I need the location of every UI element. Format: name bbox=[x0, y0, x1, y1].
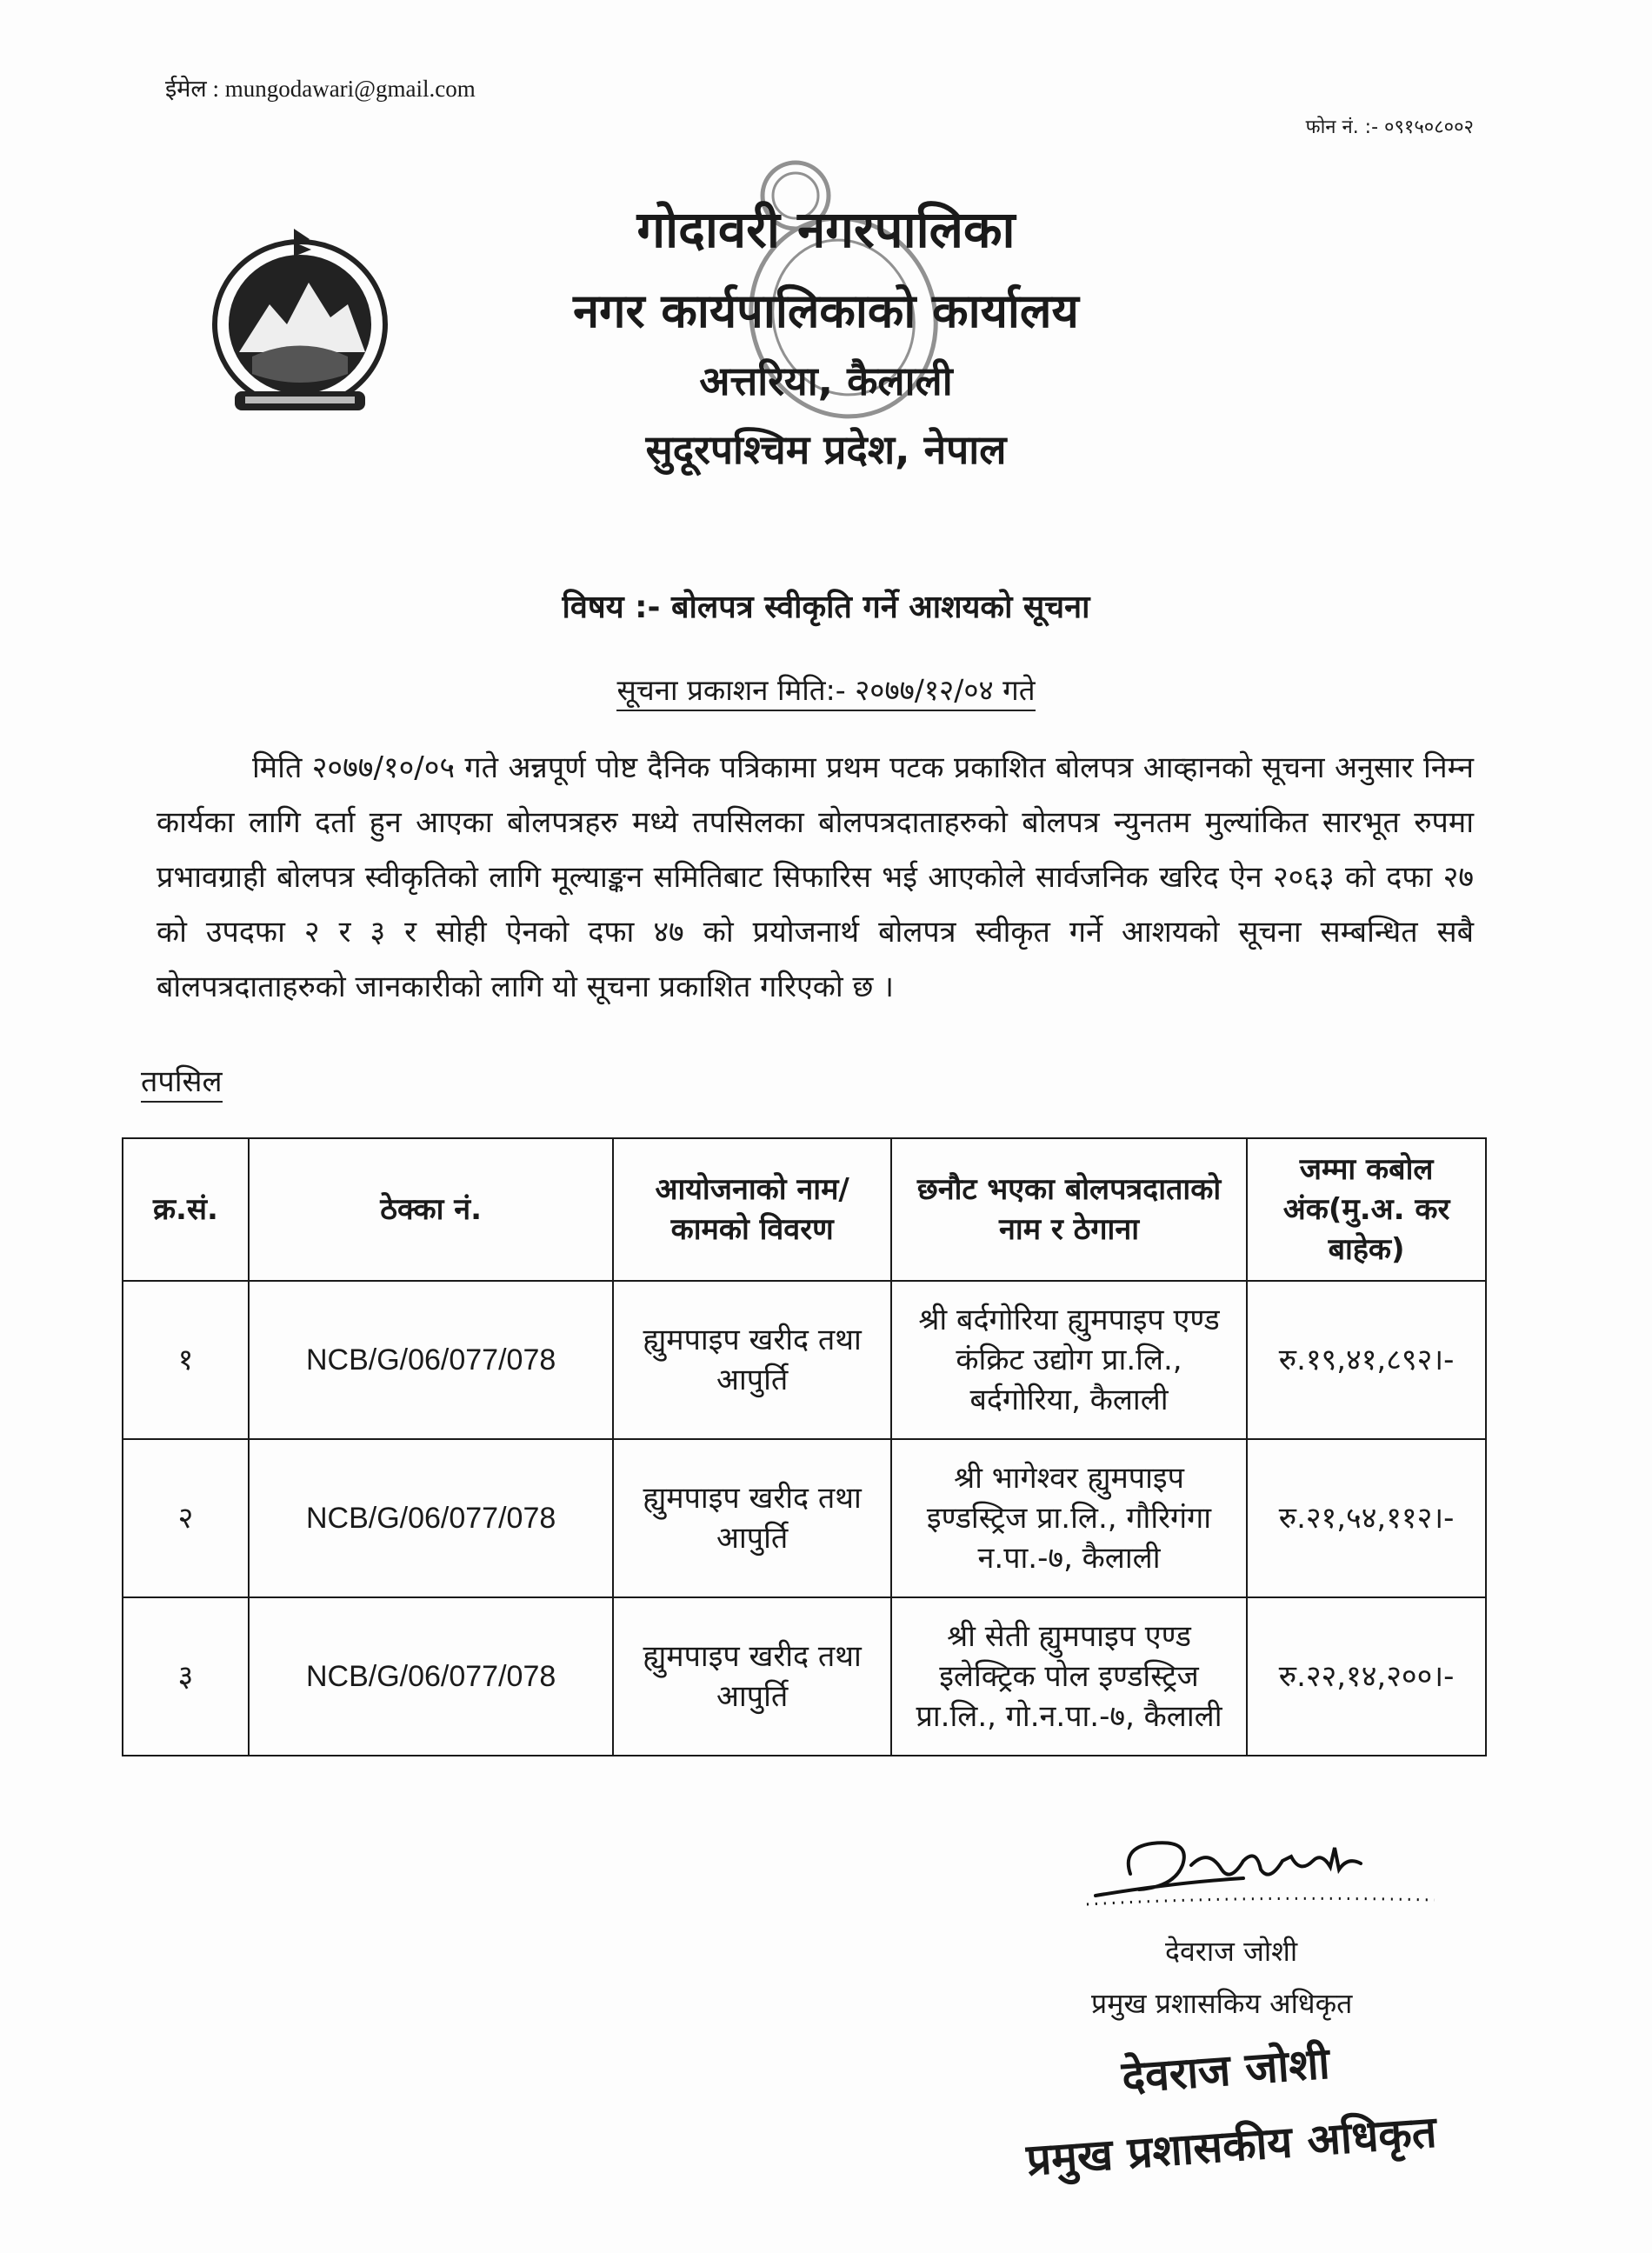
cell-description: ह्युमपाइप खरीद तथा आपुर्ति bbox=[613, 1597, 890, 1756]
email-line bbox=[165, 71, 476, 103]
cell-sn: ३ bbox=[123, 1597, 249, 1756]
table-row bbox=[123, 1439, 1486, 1597]
signatory-name: देवराज जोशी bbox=[1165, 1935, 1298, 1968]
header-amount: जम्मा कबोल अंक(मु.अ. कर बाहेक) bbox=[1247, 1138, 1486, 1281]
office-location: अत्तरिया, कैलाली bbox=[699, 357, 953, 404]
handwritten-signature-icon bbox=[1069, 1813, 1452, 1935]
header-sn: क्र.सं. bbox=[123, 1138, 249, 1281]
signatory-title: प्रमुख प्रशासकिय अधिकृत bbox=[1091, 1987, 1353, 2020]
header-bidder: छनौट भएका बोलपत्रदाताको नाम र ठेगाना bbox=[891, 1138, 1247, 1281]
publication-date bbox=[0, 670, 1652, 709]
cell-contract-no: NCB/G/06/077/078 bbox=[249, 1597, 614, 1756]
cell-description: ह्युमपाइप खरीद तथा आपुर्ति bbox=[613, 1281, 890, 1439]
stamp-name: देवराज जोशी bbox=[1120, 2037, 1332, 2103]
publication-date-text: सूचना प्रकाशन मिति:- २०७७/१२/०४ गते bbox=[616, 673, 1035, 711]
bid-table bbox=[122, 1137, 1487, 1756]
cell-bidder: श्री सेती ह्युमपाइप एण्ड इलेक्ट्रिक पोल इण्डस्ट्रिज प्रा.लि., गो.न.पा.-७, कैलाली bbox=[891, 1597, 1247, 1756]
municipality-name: गोदावरी नगरपालिका bbox=[636, 200, 1016, 259]
email-label: ईमेल : bbox=[165, 76, 219, 102]
table-row bbox=[123, 1597, 1486, 1756]
cell-contract-no: NCB/G/06/077/078 bbox=[249, 1439, 614, 1597]
cell-sn: २ bbox=[123, 1439, 249, 1597]
email-address[interactable]: mungodawari@gmail.com bbox=[224, 76, 476, 102]
cell-amount: रु.२२,१४,२००।- bbox=[1247, 1597, 1486, 1756]
stamp-title: प्रमुख प्रशासकीय अधिकृत bbox=[1024, 2106, 1439, 2186]
cell-sn: १ bbox=[123, 1281, 249, 1439]
table-row bbox=[123, 1281, 1486, 1439]
province-country: सुदूरपश्चिम प्रदेश, नेपाल bbox=[645, 426, 1007, 473]
header-contract-no: ठेक्का नं. bbox=[249, 1138, 614, 1281]
cell-bidder: श्री भागेश्वर ह्युमपाइप इण्डस्ट्रिज प्रा.लि., गौरिगंगा न.पा.-७, कैलाली bbox=[891, 1439, 1247, 1597]
cell-amount: रु.२१,५४,११२।- bbox=[1247, 1439, 1486, 1597]
cell-bidder: श्री बर्दगोरिया ह्युमपाइप एण्ड कंक्रिट उद्योग प्रा.लि., बर्दगोरिया, कैलाली bbox=[891, 1281, 1247, 1439]
cell-contract-no: NCB/G/06/077/078 bbox=[249, 1281, 614, 1439]
header-description: आयोजनाको नाम/कामको विवरण bbox=[613, 1138, 890, 1281]
cell-description: ह्युमपाइप खरीद तथा आपुर्ति bbox=[613, 1439, 890, 1597]
phone-number: फोन नं. :- ०९१५०८००२ bbox=[1305, 117, 1474, 138]
details-heading: तपसिल bbox=[141, 1063, 223, 1103]
notice-subject: विषय :- बोलपत्र स्वीकृति गर्ने आशयको सूचना bbox=[562, 590, 1090, 625]
office-name: नगर कार्यपालिकाको कार्यालय bbox=[573, 283, 1079, 338]
cell-amount: रु.१९,४१,८९२।- bbox=[1247, 1281, 1486, 1439]
table-header-row bbox=[123, 1138, 1486, 1281]
notice-body: मिति २०७७/१०/०५ गते अन्नपूर्ण पोष्ट दैनिक पत्रिकामा प्रथम पटक प्रकाशित बोलपत्र आव्हानको सूचना अनुसार निम्न कार्यका लागि दर्ता हुन आएका बोलपत्रहरु मध्ये तपसिलका बोलपत्रदाताहरुको बोलपत्र न्युनतम मुल्यांकित सारभूत रुपमा प्रभावग्राही बोलपत्र स्वीकृतिको लागि मूल्याङ्कन समितिबाट सिफारिस भई आएकोले सार्वजनिक खरिद ऐन २०६३ को दफा २७ को उपदफा २ र ३ र सोही ऐनको दफा ४७ को प्रयोजनार्थ बोलपत्र स्वीकृत गर्ने आशयको सूचना सम्बन्धित सबै बोलपत्रदाताहरुको जानकारीको लागि यो सूचना प्रकाशित गरिएको छ । bbox=[157, 750, 1474, 1004]
